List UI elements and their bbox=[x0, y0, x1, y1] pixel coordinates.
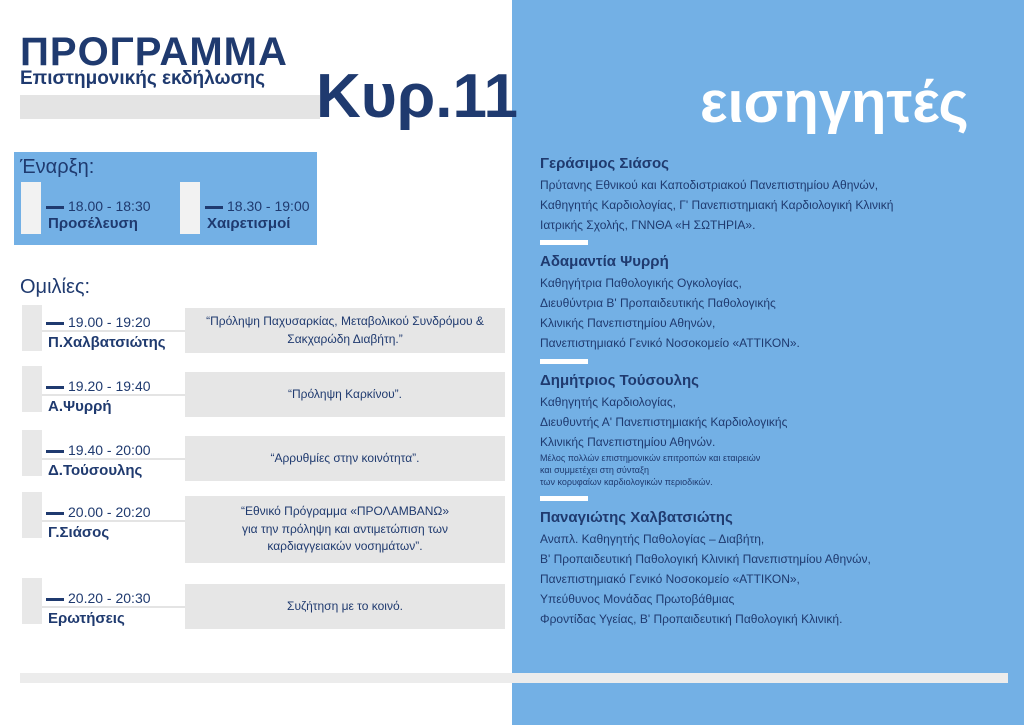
speaker-line: Κλινικής Πανεπιστημίου Αθηνών. bbox=[540, 435, 716, 449]
opening-time bbox=[46, 198, 151, 214]
talk-time bbox=[46, 504, 151, 520]
speaker-line: Καθηγήτρια Παθολογικής Ογκολογίας, bbox=[540, 276, 742, 290]
talk-divider bbox=[42, 394, 185, 396]
talk-topic-line: για την πρόληψη και αντιμετώπιση των bbox=[242, 521, 448, 536]
opening-name: Χαιρετισμοί bbox=[207, 215, 291, 232]
speaker-name: Γεράσιμος Σιάσος bbox=[540, 155, 669, 172]
speaker-line: Πρύτανης Εθνικού και Καποδιστριακού Πανεπιστημίου Αθηνών, bbox=[540, 178, 879, 192]
talk-speaker: Α.Ψυρρή bbox=[48, 398, 112, 415]
talk-divider bbox=[42, 330, 185, 332]
dash-marker bbox=[46, 386, 64, 389]
talk-topic: “Πρόληψη Καρκίνου”. bbox=[287, 386, 403, 401]
speaker-note: και συμμετέχει στη σύνταξη bbox=[540, 465, 650, 475]
speaker-line: Β' Προπαιδευτική Παθολογική Κλινική Πανεπιστημίου Αθηνών, bbox=[540, 552, 871, 566]
speaker-separator bbox=[540, 240, 588, 245]
talk-tab bbox=[22, 305, 42, 351]
dash-marker bbox=[46, 206, 64, 209]
talk-speaker: Γ.Σιάσος bbox=[48, 524, 110, 541]
speaker-entry bbox=[540, 372, 787, 488]
dash-marker bbox=[205, 206, 223, 209]
talk-topic-line: καρδιαγγειακών νοσημάτων”. bbox=[267, 539, 423, 554]
talk-time bbox=[46, 590, 151, 606]
talk-topic-line: “Πρόληψη Παχυσαρκίας, Μεταβολικού Συνδρόμου & bbox=[206, 314, 484, 329]
talk-time-text: 19.00 - 19:20 bbox=[68, 314, 151, 330]
speaker-line: Διευθυντής Α' Πανεπιστημιακής Καρδιολογικής bbox=[540, 415, 788, 429]
speaker-line: Υπεύθυνος Μονάδας Πρωτοβάθμιας bbox=[540, 592, 735, 606]
speaker-name: Παναγιώτης Χαλβατσιώτης bbox=[540, 509, 733, 526]
opening-tab bbox=[21, 182, 41, 234]
talk-time bbox=[46, 314, 151, 330]
opening-label: Έναρξη: bbox=[20, 156, 95, 178]
program-subtitle: Επιστημονικής εκδήλωσης bbox=[20, 68, 265, 89]
opening-name: Προσέλευση bbox=[48, 215, 138, 232]
title-bar bbox=[20, 95, 320, 119]
speaker-entry bbox=[540, 155, 893, 235]
speaker-name: Αδαμαντία Ψυρρή bbox=[540, 253, 669, 270]
speaker-line: Πανεπιστημιακό Γενικό Νοσοκομείο «ΑΤΤΙΚΟΝ». bbox=[540, 336, 800, 350]
talk-tab bbox=[22, 366, 42, 412]
speaker-line: Καθηγητής Καρδιολογίας, Γ' Πανεπιστημιακή Καρδιολογική Κλινική bbox=[540, 198, 894, 212]
talk-topic-box bbox=[185, 584, 505, 629]
speaker-line: Ιατρικής Σχολής, ΓΝΝΘΑ «Η ΣΩΤΗΡΙΑ». bbox=[540, 218, 756, 232]
talk-topic-line: “Εθνικό Πρόγραμμα «ΠΡΟΛΑΜΒΑΝΩ» bbox=[240, 504, 450, 519]
talk-speaker: Π.Χαλβατσιώτης bbox=[48, 334, 166, 351]
event-date: Κυρ.11 bbox=[316, 62, 518, 131]
talk-topic-line: Σακχαρώδη Διαβήτη.” bbox=[287, 331, 403, 346]
bottom-bar bbox=[20, 673, 1008, 683]
speaker-note: των κορυφαίων καρδιολογικών περιοδικών. bbox=[540, 477, 713, 487]
talk-divider bbox=[42, 520, 185, 522]
talk-time-text: 19.20 - 19:40 bbox=[68, 378, 151, 394]
opening-tab bbox=[180, 182, 200, 234]
speakers-title: εισηγητές bbox=[700, 70, 969, 135]
speaker-note: Μέλος πολλών επιστημονικών επιτροπών και εταιρειών bbox=[540, 453, 761, 463]
speaker-line: Κλινικής Πανεπιστημίου Αθηνών, bbox=[540, 316, 716, 330]
dash-marker bbox=[46, 322, 64, 325]
speaker-line: Διευθύντρια Β' Προπαιδευτικής Παθολογικής bbox=[540, 296, 776, 310]
speaker-line: Καθηγητής Καρδιολογίας, bbox=[540, 395, 676, 409]
talk-speaker: Δ.Τούσουλης bbox=[48, 462, 143, 479]
talk-time-text: 19.40 - 20:00 bbox=[68, 442, 151, 458]
program-title: ΠΡΟΓΡΑΜΜΑ bbox=[20, 30, 288, 74]
talk-topic-box bbox=[185, 436, 505, 481]
talk-topic-box bbox=[185, 372, 505, 417]
talk-divider bbox=[42, 458, 185, 460]
talk-topic: “Αρρυθμίες στην κοινότητα”. bbox=[270, 450, 420, 465]
dash-marker bbox=[46, 598, 64, 601]
speaker-separator bbox=[540, 359, 588, 364]
talk-topic: Συζήτηση με το κοινό. bbox=[287, 598, 403, 613]
talk-topic-box bbox=[185, 496, 505, 563]
talk-time bbox=[46, 378, 151, 394]
speaker-entry bbox=[540, 509, 871, 629]
opening-time-text: 18.00 - 18:30 bbox=[68, 198, 151, 214]
talk-time-text: 20.20 - 20:30 bbox=[68, 590, 151, 606]
talk-divider bbox=[42, 606, 185, 608]
opening-time bbox=[205, 198, 310, 214]
dash-marker bbox=[46, 450, 64, 453]
opening-time-text: 18.30 - 19:00 bbox=[227, 198, 310, 214]
speaker-entry bbox=[540, 253, 800, 353]
speaker-separator bbox=[540, 496, 588, 501]
talk-time-text: 20.00 - 20:20 bbox=[68, 504, 151, 520]
speaker-name: Δημήτριος Τούσουλης bbox=[540, 372, 699, 389]
talk-speaker: Ερωτήσεις bbox=[48, 610, 125, 627]
talk-tab bbox=[22, 578, 42, 624]
speaker-line: Φροντίδας Υγείας, Β' Προπαιδευτική Παθολογική Κλινική. bbox=[540, 612, 843, 626]
talk-tab bbox=[22, 430, 42, 476]
talk-time bbox=[46, 442, 151, 458]
talk-tab bbox=[22, 492, 42, 538]
speaker-line: Αναπλ. Καθηγητής Παθολογίας – Διαβήτη, bbox=[540, 532, 765, 546]
speaker-line: Πανεπιστημιακό Γενικό Νοσοκομείο «ΑΤΤΙΚΟΝ», bbox=[540, 572, 800, 586]
talk-topic bbox=[241, 503, 449, 555]
dash-marker bbox=[46, 512, 64, 515]
talks-label: Ομιλίες: bbox=[20, 276, 91, 298]
talk-topic bbox=[206, 313, 484, 348]
talk-topic-box bbox=[185, 308, 505, 353]
